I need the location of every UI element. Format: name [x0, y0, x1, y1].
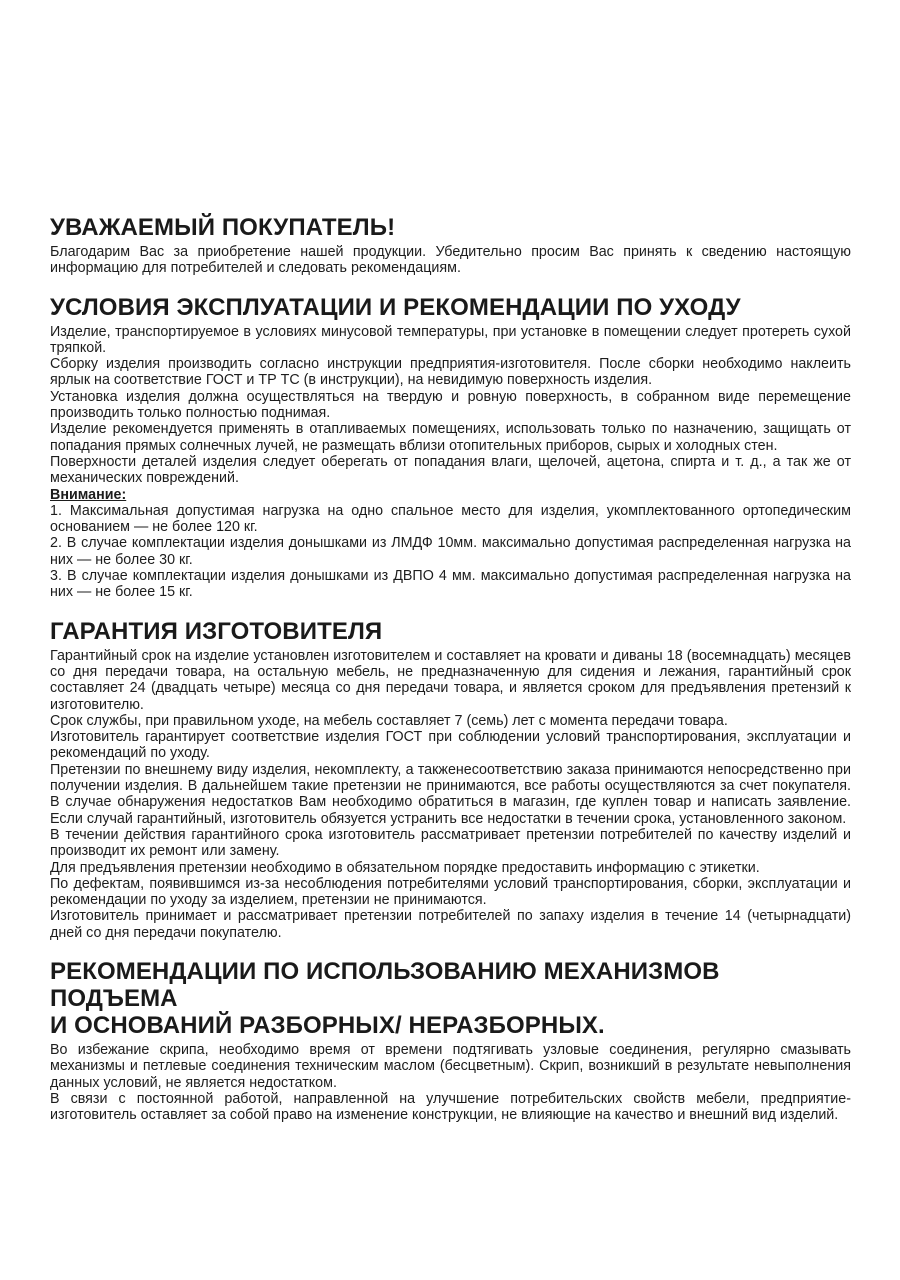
paragraph: Установка изделия должна осуществляться на твердую и ровную поверхность, в собранном виде перемещение производить только полностью поднимая. [50, 388, 851, 422]
section-heading-operating-conditions [50, 294, 851, 321]
paragraph: Срок службы, при правильном уходе, на мебель составляет 7 (семь) лет с момента передачи товара. [50, 712, 728, 729]
attention-item: 1. Максимальная допустимая нагрузка на одно спальное место для изделия, укомплектованного ортопедическим основанием — не более 120 кг. [50, 502, 851, 536]
paragraph: Сборку изделия производить согласно инструкции предприятия-изготовителя. После сборки необходимо наклеить ярлык на соответствие ГОСТ и ТР ТС (в инструкции), на невидимую поверхность изделия. [50, 356, 851, 389]
section-mechanism-recommendations [50, 958, 851, 1123]
paragraph: Изделие, транспортируемое в условиях минусовой температуры, при установке в помещении следует протереть сухой тряпкой. [50, 323, 851, 356]
attention-heading [50, 487, 851, 503]
document-page [50, 214, 851, 1123]
section-dear-customer [50, 214, 851, 277]
paragraph: Поверхности деталей изделия следует оберегать от попадания влаги, щелочей, ацетона, спирта и т. д., а так же от механических повреждений. [50, 453, 851, 487]
paragraph: Претензии по внешнему виду изделия, некомплекту, а такженесоответствию заказа принимаются непосредственно при получении изделия. В дальнейшем такие претензии не принимаются, все работы осуществляются за счет покупателя. В случае обнаружения недостатков Вам необходимо обратиться в магазин, где куплен товар и написать заявление. Если случай гарантийный, изготовитель обязуется устранить все недостатки в течении срока, установленного законом. [50, 761, 851, 827]
attention-label: Внимание: [50, 486, 127, 503]
heading-line: УСЛОВИЯ ЭКСПЛУАТАЦИИ И РЕКОМЕНДАЦИИ ПО УХОДУ [50, 293, 741, 321]
section-heading-dear-customer [50, 214, 851, 241]
heading-line: УВАЖАЕМЫЙ ПОКУПАТЕЛЬ! [50, 214, 396, 241]
paragraph: Благодарим Вас за приобретение нашей продукции. Убедительно просим Вас принять к сведению настоящую информацию для потребителей и следовать рекомендациям. [50, 244, 851, 277]
paragraph: Во избежание скрипа, необходимо время от времени подтягивать узловые соединения, регулярно смазывать механизмы и петлевые соединения техническим маслом (бесцветным). Скрип, возникший в результате невыполнения данных условий, не является недостатком. [50, 1041, 851, 1091]
attention-item: 3. В случае комплектации изделия донышками из ДВПО 4 мм. максимально допустимая распределенная нагрузка на них — не более 15 кг. [50, 568, 851, 601]
section-manufacturer-warranty [50, 618, 851, 941]
heading-line: ГАРАНТИЯ ИЗГОТОВИТЕЛЯ [50, 617, 383, 645]
section-heading-mechanism-recommendations [50, 958, 851, 1039]
section-operating-conditions [50, 294, 851, 601]
paragraph: В связи с постоянной работой, направленной на улучшение потребительских свойств мебели, предприятие-изготовитель оставляет за собой право на изменение конструкции, не влияющие на качество и внешний вид изделий. [50, 1090, 851, 1124]
section-heading-manufacturer-warranty [50, 618, 851, 645]
paragraph: Изготовитель принимает и рассматривает претензии потребителей по запаху изделия в течение 14 (четырнадцати) дней со дня передачи покупателю. [50, 908, 851, 941]
attention-item: 2. В случае комплектации изделия донышками из ЛМДФ 10мм. максимально допустимая распределенная нагрузка на них — не более 30 кг. [50, 535, 851, 568]
heading-line: РЕКОМЕНДАЦИИ ПО ИСПОЛЬЗОВАНИЮ МЕХАНИЗМОВ ПОДЪЕМА [50, 957, 720, 1012]
paragraph: В течении действия гарантийного срока изготовитель рассматривает претензии потребителей по качеству изделий и производит их ремонт или замену. [50, 826, 851, 860]
heading-line: И ОСНОВАНИЙ РАЗБОРНЫХ/ НЕРАЗБОРНЫХ. [50, 1011, 605, 1039]
paragraph: Изделие рекомендуется применять в отапливаемых помещениях, использовать только по назначению, защищать от попадания прямых солнечных лучей, не размещать вблизи отопительных приборов, сырых и холодных стен. [50, 421, 851, 454]
paragraph: По дефектам, появившимся из-за несоблюдения потребителями условий транспортирования, сборки, эксплуатации и рекомендации по уходу за изделием, претензии не принимаются. [50, 875, 851, 909]
paragraph: Для предъявления претензии необходимо в обязательном порядке предоставить информацию с этикетки. [50, 859, 760, 876]
paragraph: Изготовитель гарантирует соответствие изделия ГОСТ при соблюдении условий транспортирования, эксплуатации и рекомендаций по уходу. [50, 729, 851, 762]
paragraph: Гарантийный срок на изделие установлен изготовителем и составляет на кровати и диваны 18 (восемнадцать) месяцев со дня передачи товара, на остальную мебель, не предназначенную для сидения и лежания, гарантийный срок составляет 24 (двадцать четыре) месяца со дня передачи товара, и является сроком для предъявления претензий к изготовителю. [50, 647, 851, 713]
